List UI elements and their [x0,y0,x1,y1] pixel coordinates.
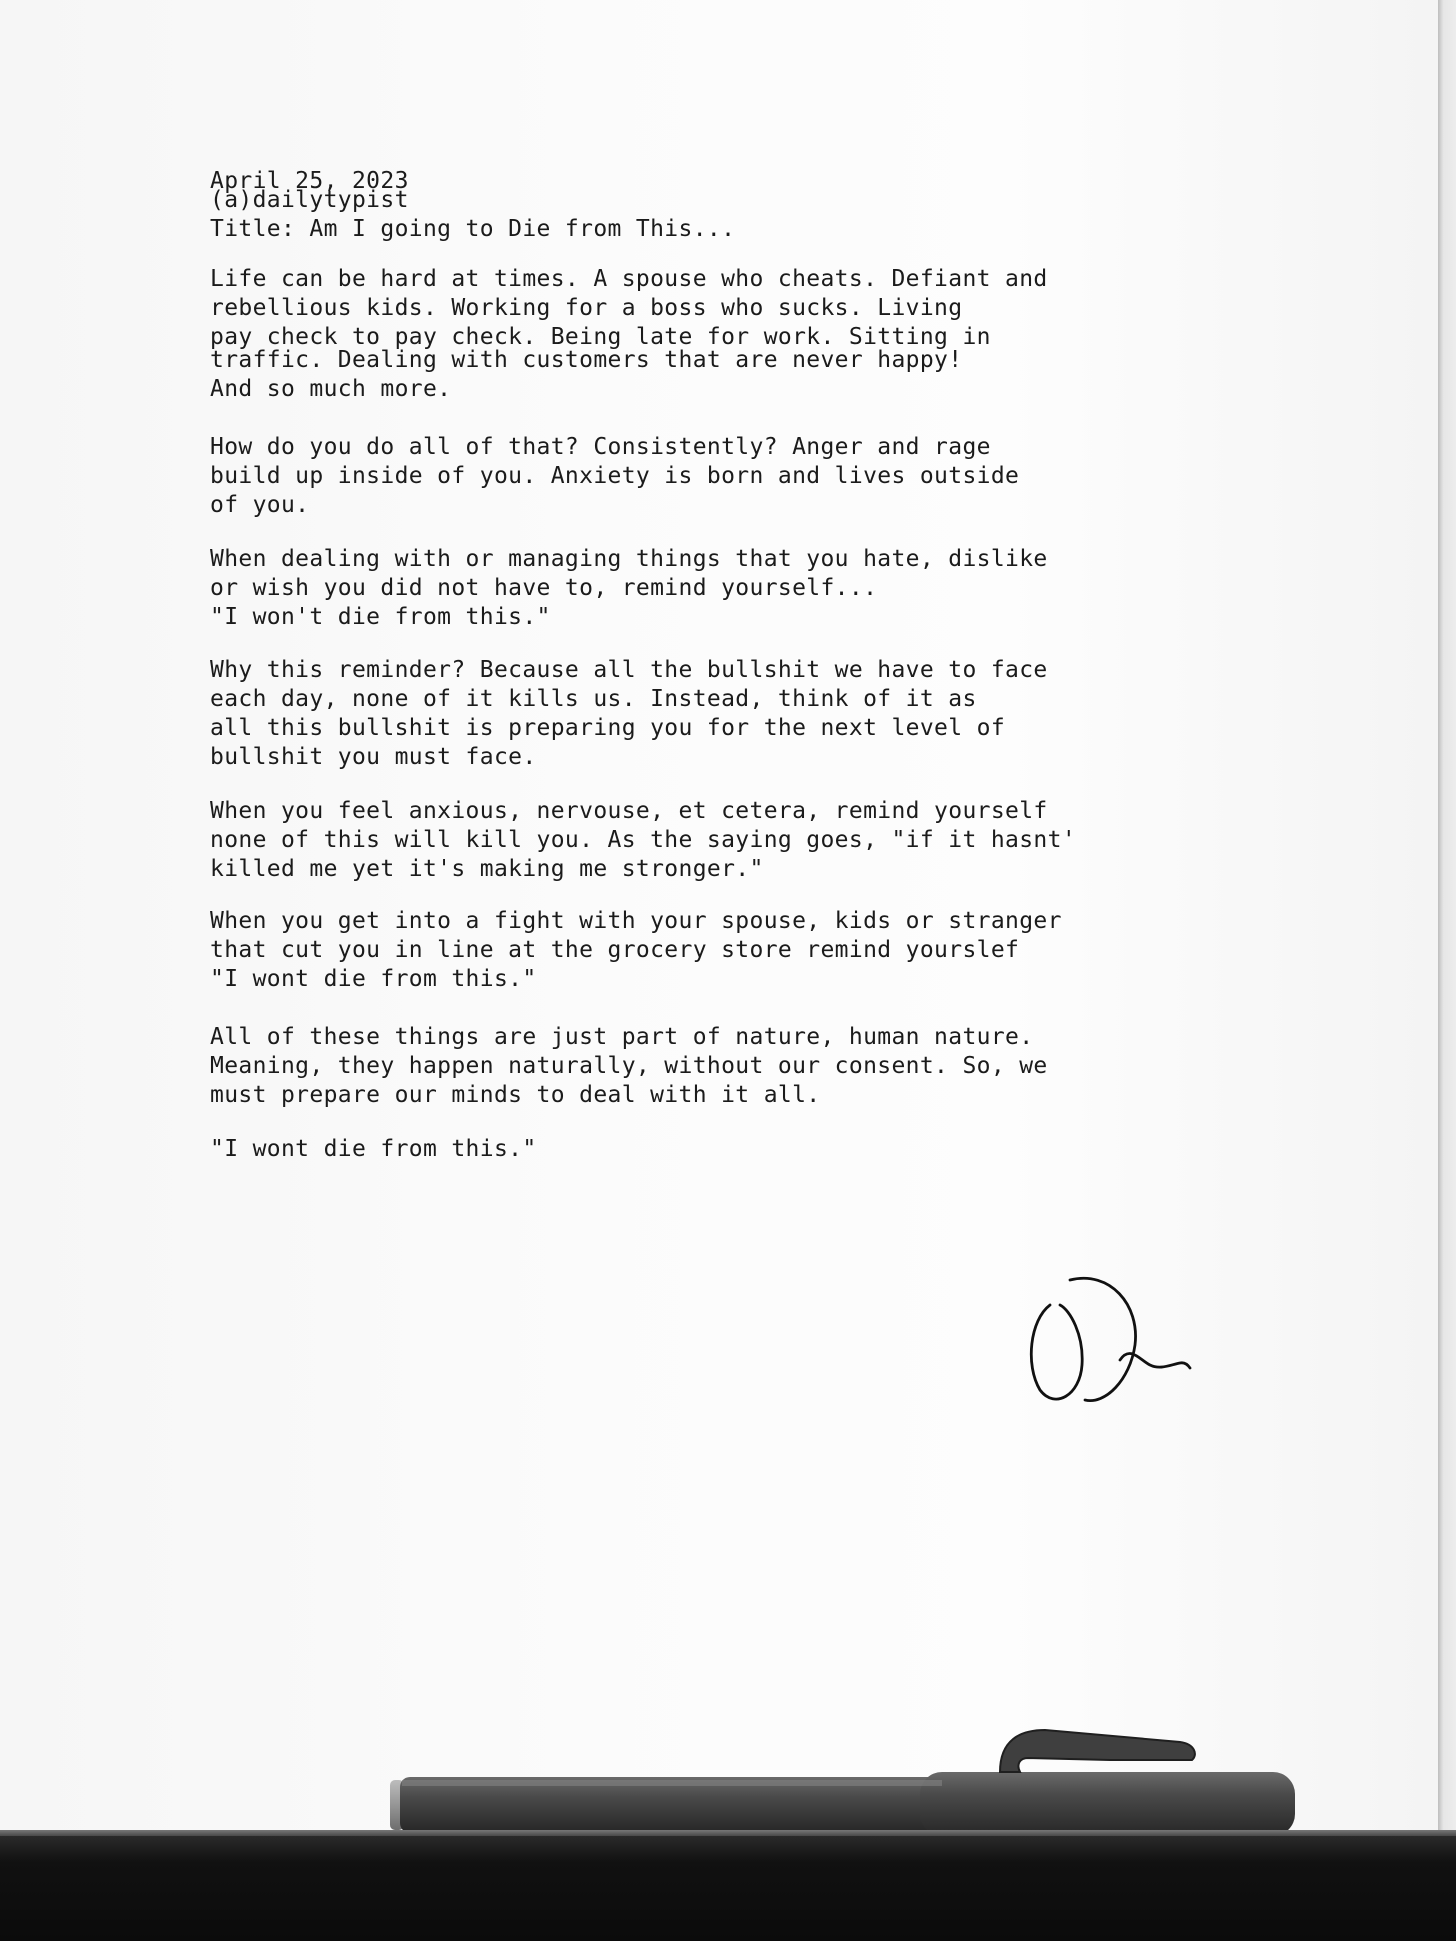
text-line: all this bullshit is preparing you for the next level of [210,715,1006,741]
paragraph-closing [210,1135,537,1164]
paragraph-2 [210,433,1019,520]
paragraph-1 [210,265,1048,404]
text-line: When dealing with or managing things that you hate, dislike [210,546,1048,572]
text-line: build up inside of you. Anxiety is born and lives outside [210,463,1020,489]
author-handle: (a)dailytypist [210,187,409,213]
pen-icon [380,1700,1310,1850]
paragraph-3 [210,545,1048,632]
text-line: "I wont die from this." [210,1136,537,1162]
text-line: And so much more. [210,376,452,402]
text-line: When you feel anxious, nervouse, et cetera, remind yourself [210,798,1048,824]
text-line: bullshit you must face. [210,744,537,770]
text-line: Life can be hard at times. A spouse who cheats. Defiant and [210,266,1048,292]
text-line: pay check to pay check. Being late for work. Sitting in [210,324,991,350]
paragraph-4 [210,656,1048,772]
signature-icon [1010,1265,1210,1415]
text-line: or wish you did not have to, remind yourself... [210,575,878,601]
text-line: rebellious kids. Working for a boss who sucks. Living [210,295,963,321]
text-line: How do you do all of that? Consistently? Anger and rage [210,434,991,460]
text-line: Meaning, they happen naturally, without our consent. So, we [210,1053,1048,1079]
text-line: "I won't die from this." [210,604,551,630]
text-line: When you get into a fight with your spouse, kids or stranger [210,908,1062,934]
paragraph-7 [210,1023,1048,1110]
desk-surface [0,1836,1456,1941]
text-line: each day, none of it kills us. Instead, think of it as [210,686,977,712]
text-line: killed me yet it's making me stronger." [210,856,764,882]
text-line: none of this will kill you. As the saying goes, "if it hasnt' [210,827,1077,853]
paragraph-6 [210,907,1062,994]
text-line: All of these things are just part of nature, human nature. [210,1024,1034,1050]
paper-edge [1438,0,1456,1838]
text-line: traffic. Dealing with customers that are never happy! [210,347,963,373]
text-line: must prepare our minds to deal with it all. [210,1082,821,1108]
text-line: Why this reminder? Because all the bullshit we have to face [210,657,1048,683]
text-line: of you. [210,492,310,518]
text-line: that cut you in line at the grocery store remind yourslef [210,937,1020,963]
date-line: April 25, 2023 [210,168,409,194]
page-title: Title: Am I going to Die from This... [210,216,736,242]
paragraph-5 [210,797,1076,884]
text-line: "I wont die from this." [210,966,537,992]
